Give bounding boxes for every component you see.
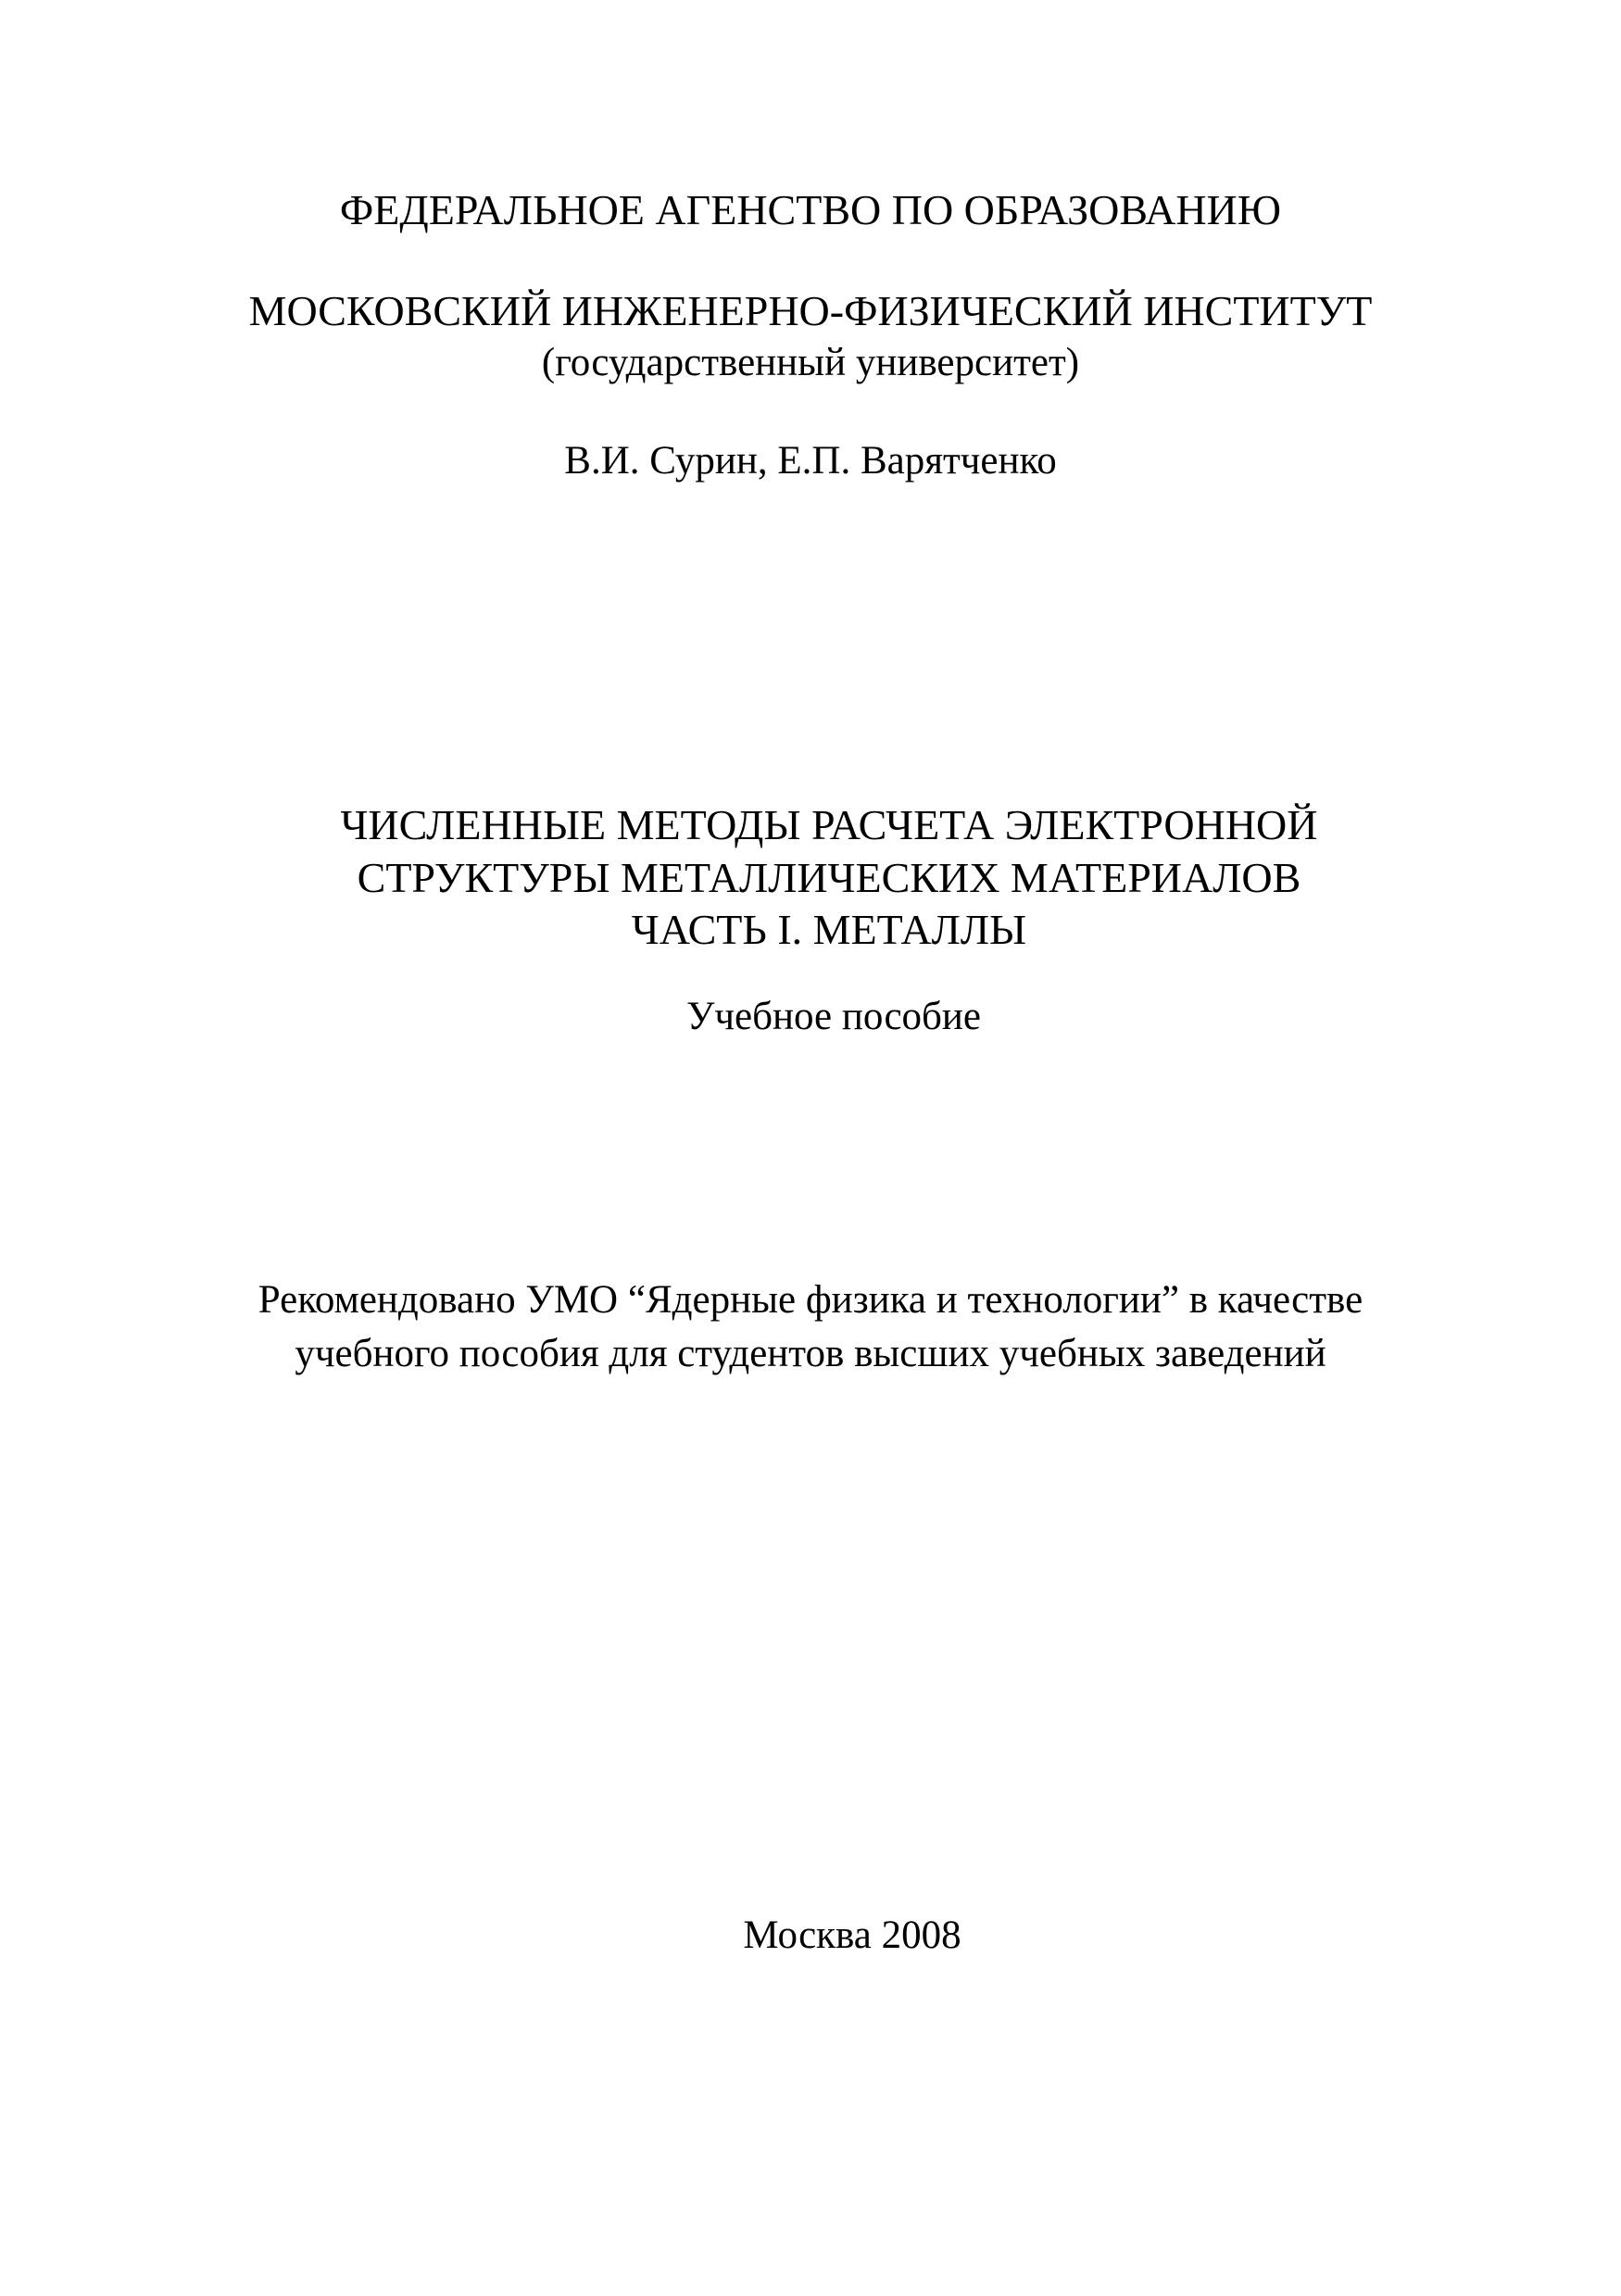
place-and-year: Москва 2008 [743, 1913, 961, 1957]
agency-heading: ФЕДЕРАЛЬНОЕ АГЕНСТВО ПО ОБРАЗОВАНИЮ [339, 186, 1282, 233]
book-title-line-2: СТРУКТУРЫ МЕТАЛЛИЧЕСКИХ МАТЕРИАЛОВ [357, 854, 1301, 901]
authors: В.И. Сурин, Е.П. Варятченко [564, 439, 1057, 483]
recommendation-line-1: Рекомендовано УМО “Ядерные физика и технологии” в качестве [258, 1278, 1363, 1322]
document-type: Учебное пособие [685, 995, 982, 1038]
recommendation-line-2: учебного пособия для студентов высших учебных заведений [295, 1332, 1326, 1375]
institute-name: МОСКОВСКИЙ ИНЖЕНЕРНО-ФИЗИЧЕСКИЙ ИНСТИТУТ [248, 287, 1373, 334]
book-title-line-3: ЧАСТЬ I. МЕТАЛЛЫ [631, 906, 1027, 953]
book-title-line-1: ЧИСЛЕННЫЕ МЕТОДЫ РАСЧЕТА ЭЛЕКТРОННОЙ [340, 801, 1318, 848]
institute-status: (государственный университет) [541, 341, 1080, 384]
